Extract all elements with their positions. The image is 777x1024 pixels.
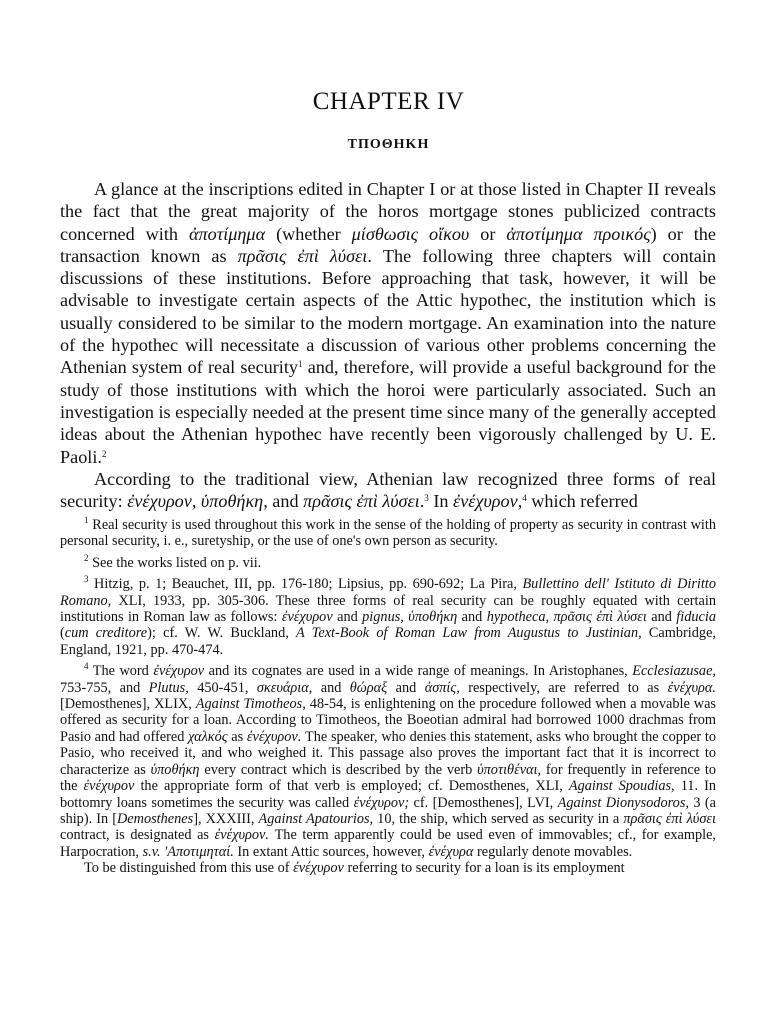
text-run: and: [332, 609, 363, 626]
text-run: ) or the transaction known as: [60, 223, 716, 266]
text-run: (whether: [265, 223, 352, 244]
footnote-ref[interactable]: 1: [298, 359, 303, 370]
footnote-number: 3: [84, 574, 89, 585]
text-run: and, therefore, will provide a useful background for the study of those institutions with which the horoi were particularly associated. Such an investigation is especially needed at the present time since many of the generally accepted ideas about the Athenian hypothec have recently been vigorously challenged by U. E. Paoli.: [60, 357, 717, 467]
greek-term: ἐνέχυρον, ὑποθήκη,: [127, 491, 268, 512]
latin-term: pignus,: [362, 609, 404, 626]
text-run: 48-54, is enlightening on the procedure followed when a movable was offered as security for a loan. According to Timotheos, the Boeotian admiral had borrowed 1000 drachmas from Pasio and had offered: [60, 696, 717, 745]
footnote-4: [60, 663, 716, 860]
greek-term: ἐνέχυρα.: [667, 679, 716, 696]
greek-term: ἐνέχυρον: [281, 609, 333, 626]
text-run: A glance at the inscriptions edited in Chapter I or at those listed in Chapter II reveals the fact that the great majority of the horos mortgage stones publicized contracts concerned with: [60, 179, 716, 244]
paragraph-2: [60, 468, 716, 513]
footnote-number: 1: [84, 515, 89, 525]
text-run: .: [419, 491, 425, 512]
greek-term: ἐνέχυρον,: [453, 491, 523, 512]
text-run: contract, is designated as: [60, 827, 215, 844]
footnote-number: 2: [84, 552, 89, 563]
greek-term: ἐνέχυρον: [293, 860, 344, 877]
text-run: and: [457, 609, 487, 626]
citation-title: Against Dionysodoros,: [557, 794, 689, 811]
greek-term: θώραξ: [349, 679, 388, 696]
latin-term: s.v.: [142, 843, 161, 860]
greek-term: χαλκός: [188, 728, 228, 745]
text-run: cf. [Demosthenes], LVI,: [409, 794, 558, 811]
greek-term: μίσθωσις οἴκου: [351, 223, 470, 244]
text-run: To be distinguished from this use of: [84, 860, 294, 877]
footnote-number: 4: [84, 661, 89, 672]
greek-term: ἐνέχυρον: [83, 778, 135, 795]
text-run: respectively, are referred to as: [459, 679, 668, 696]
greek-term: ἀποτίμημα: [188, 223, 266, 244]
greek-term: πρᾶσις ἐπὶ λύσει: [553, 609, 647, 626]
citation-title: Demosthenes: [116, 810, 194, 827]
text-run: referring to security for a loan is its employment: [343, 860, 625, 877]
chapter-subtitle: ΤΠΟΘΗΚΗ: [347, 137, 430, 152]
text-run: and: [267, 491, 304, 512]
text-run: In extant Attic sources, however,: [233, 843, 429, 860]
text-run: The term apparently could be used even of immovables; cf., for example, Harpocration,: [60, 827, 716, 860]
footnote-1: [60, 517, 716, 550]
greek-term: ἐνέχυρον;: [353, 794, 410, 811]
text-run: (: [60, 625, 65, 642]
footnote-continuation: [60, 860, 716, 876]
greek-term: 'Αποτιμηταί.: [164, 843, 234, 860]
citation-title: Bullettino dell' Istituto di Diritto Romano,: [60, 576, 716, 609]
text-run: 11. In bottomry loans sometimes the security was called: [60, 778, 717, 811]
text-run: In: [428, 491, 454, 512]
greek-term: ἀποτίμημα προικός: [506, 223, 651, 244]
text-run: every contract which is described by the verb: [199, 761, 478, 778]
text-run: ); cf. W. W. Buckland,: [147, 625, 297, 642]
footnote-ref[interactable]: 3: [424, 493, 429, 504]
text-run: and: [646, 609, 677, 626]
footnotes: [60, 517, 716, 877]
text-run: According to the traditional view, Athenian law recognized three forms of real security:: [60, 468, 716, 512]
text-run: 10, the ship, which served as security in a: [373, 810, 624, 827]
citation-title: Against Spoudias,: [568, 778, 675, 795]
greek-term: ὑποθήκη: [150, 761, 200, 778]
text-run: . The following three chapters will contain discussions of these institutions. Before approaching that task, however, it will be advisable to investigate certain aspects of the Attic hypothec, the institution which is usually considered to be similar to the modern mortgage. An examination into the nature of the hypothec will necessitate a discussion of various other problems concerning the Athenian system of real security: [60, 245, 716, 378]
chapter-title: CHAPTER IV: [312, 88, 465, 115]
greek-term: πρᾶσις ἐπὶ λύσει: [237, 245, 368, 266]
footnote-ref[interactable]: 2: [101, 448, 107, 459]
latin-term: hypotheca,: [486, 609, 550, 626]
citation-title: Against Apatourios,: [258, 810, 374, 827]
greek-term: ἐνέχυρον: [153, 663, 205, 680]
text-run: as: [227, 728, 247, 745]
text-run: ], XXXIII,: [193, 810, 259, 827]
greek-term: ὑποτιθέναι,: [477, 761, 542, 778]
greek-term: ἐνέχυρον.: [214, 827, 269, 844]
text-run: or: [469, 223, 507, 244]
greek-term: ἐνέχυρον.: [246, 728, 302, 745]
latin-term: cum creditore: [64, 625, 148, 642]
text-run: and: [387, 679, 425, 696]
text-run: for frequently in reference to the: [60, 761, 716, 795]
text-run: Hitzig, p. 1; Beauchet, III, pp. 176-180; Lipsius, pp. 690-692; La Pira,: [88, 576, 523, 593]
citation-title: Plutus,: [148, 679, 189, 696]
text-run: and: [312, 679, 350, 696]
greek-term: ὑποθήκη: [408, 609, 458, 626]
greek-term: ἐνέχυρα: [428, 843, 474, 860]
footnote-3: [60, 576, 716, 658]
citation-title: A Text-Book of Roman Law from Augustus to Justinian,: [296, 625, 642, 642]
text-run: The word: [88, 663, 154, 680]
citation-title: Ecclesiazusae,: [632, 663, 716, 680]
text-run: the appropriate form of that verb is employed; cf. Demosthenes, XLI,: [134, 778, 569, 795]
text-run: The speaker, who denies this statement, asks who brought the copper to Pasio, who received it, and who weighed it. This passage also proves the important fact that it is incorrect to characterize as: [60, 728, 717, 778]
greek-term: πρᾶσις ἐπὶ λύσει: [303, 491, 420, 512]
text-run: regularly denote movables.: [473, 843, 633, 860]
text-run: [Demosthenes], XLIX,: [60, 696, 196, 713]
main-text: [60, 178, 716, 512]
footnote-ref[interactable]: 4: [522, 493, 527, 504]
text-run: 450-451,: [188, 679, 257, 696]
greek-term: πρᾶσις ἐπὶ λύσει: [623, 810, 716, 827]
greek-term: ἀσπίς,: [424, 679, 460, 696]
text-run: Cambridge, England, 1921, pp. 470-474.: [60, 625, 716, 658]
latin-term: fiducia: [676, 609, 717, 626]
text-run: 753-755, and: [60, 679, 149, 696]
text-run: which referred: [526, 491, 638, 512]
text-run: Real security is used throughout this work in the sense of the holding of property as security in contrast with personal security, i. e., suretyship, or the use of one's own person as security.: [60, 517, 716, 550]
footnote-2: [60, 552, 716, 571]
text-run: and its cognates are used in a wide range of meanings. In Aristophanes,: [204, 663, 633, 680]
citation-title: Against Timotheos,: [195, 696, 306, 713]
greek-term: σκευάρια,: [256, 679, 313, 696]
text-run: See the works listed on p. vii.: [88, 554, 262, 571]
paragraph-1: [60, 178, 716, 468]
text-run: XLI, 1933, pp. 305-306. These three forms of real security can be roughly equated with certain institutions in Roman law as follows:: [60, 592, 716, 626]
text-run: 3 (a ship). In [: [60, 794, 717, 827]
